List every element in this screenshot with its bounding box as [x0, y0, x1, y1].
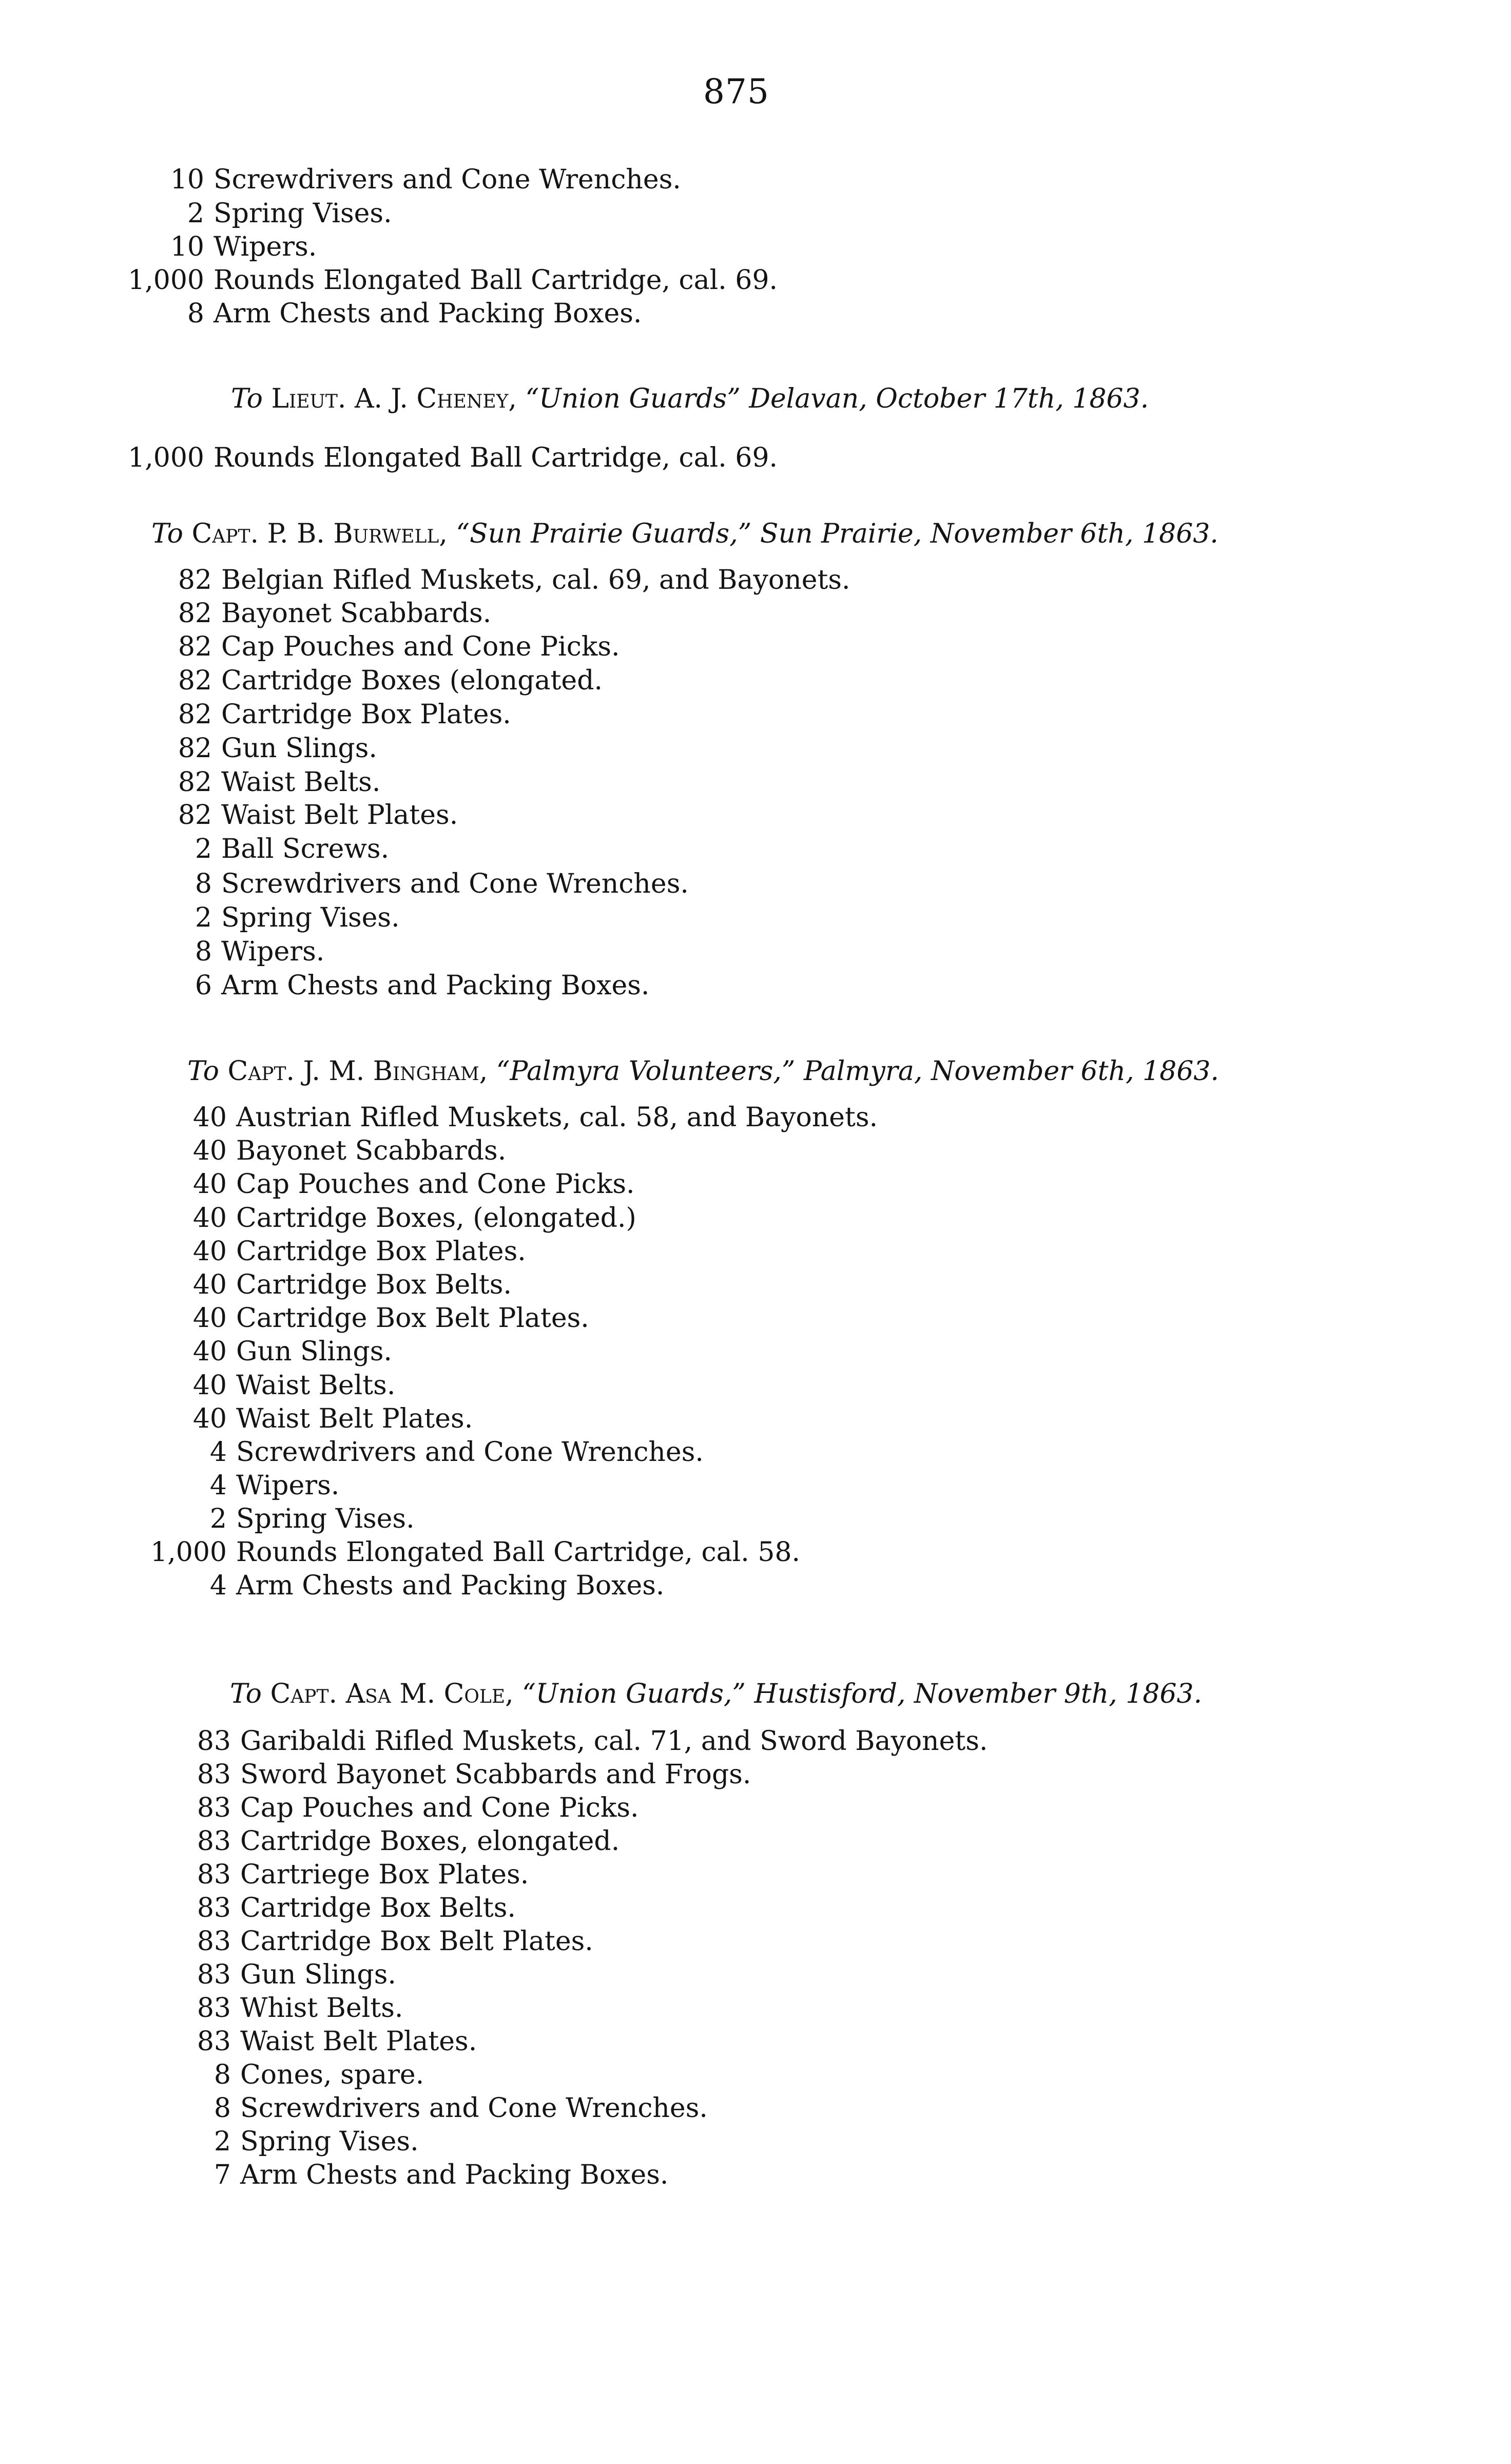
- list-item: [93, 1302, 589, 1335]
- list-item: [98, 2058, 424, 2091]
- heading-rank: Capt.: [270, 1679, 338, 1709]
- item-quantity: 40: [192, 1203, 227, 1234]
- list-item: [98, 1892, 516, 1924]
- item-description: Bayonet Scabbards.: [236, 1135, 507, 1166]
- heading-unit: “Union Guards”: [525, 383, 741, 414]
- item-quantity: 1,000: [150, 1537, 227, 1568]
- item-quantity: 8: [214, 2093, 231, 2124]
- heading-name: A. J. Cheney,: [354, 383, 517, 414]
- item-quantity: 2: [195, 834, 212, 864]
- item-description: Rounds Elongated Ball Cartridge, cal. 69.: [214, 265, 778, 296]
- list-item: [93, 1369, 395, 1402]
- list-item: [93, 1569, 664, 1602]
- item-description: Arm Chests and Packing Boxes.: [236, 1570, 665, 1601]
- item-description: Spring Vises.: [221, 902, 400, 933]
- heading-rank: Capt.: [227, 1056, 295, 1087]
- item-quantity: 40: [192, 1336, 227, 1367]
- item-description: Screwdrivers and Cone Wrenches.: [236, 1437, 704, 1468]
- list-item: [71, 264, 778, 297]
- heading-date: November 6th, 1863.: [930, 518, 1218, 549]
- item-quantity: 83: [197, 2026, 231, 2057]
- item-quantity: 83: [197, 1893, 231, 1923]
- list-item: [98, 1825, 619, 1858]
- item-quantity: 82: [178, 565, 212, 595]
- heading-date: November 9th, 1863.: [914, 1679, 1203, 1709]
- list-item: [71, 230, 317, 263]
- item-quantity: 40: [192, 1102, 227, 1133]
- item-description: Screwdrivers and Cone Wrenches.: [240, 2093, 708, 2124]
- item-quantity: 83: [197, 1926, 231, 1957]
- item-quantity: 83: [197, 1793, 231, 1823]
- heading-to: To: [231, 383, 263, 414]
- list-item: [93, 1101, 878, 1134]
- item-description: Gun Slings.: [240, 1959, 396, 1990]
- item-description: Rounds Elongated Ball Cartridge, cal. 69.: [214, 442, 778, 473]
- item-description: Wipers.: [221, 936, 325, 967]
- heading-rank: Lieut.: [271, 383, 346, 414]
- item-quantity: 82: [178, 733, 212, 764]
- item-quantity: 82: [178, 665, 212, 696]
- heading-date: November 6th, 1863.: [931, 1056, 1219, 1087]
- item-description: Whist Belts.: [240, 1993, 403, 2024]
- list-item: [98, 2125, 419, 2158]
- list-item: [79, 969, 649, 1002]
- item-quantity: 2: [187, 198, 204, 229]
- item-description: Waist Belt Plates.: [221, 800, 458, 831]
- item-description: Spring Vises.: [236, 1504, 415, 1534]
- item-quantity: 1,000: [128, 265, 204, 296]
- list-item: [71, 441, 778, 474]
- list-item: [98, 1725, 988, 1758]
- item-description: Cap Pouches and Cone Picks.: [236, 1169, 635, 1200]
- heading-place: Hustisford,: [754, 1679, 906, 1709]
- heading-date: October 17th, 1863.: [876, 383, 1149, 414]
- heading-to: To: [187, 1056, 219, 1087]
- list-item: [71, 163, 681, 196]
- item-description: Arm Chests and Packing Boxes.: [214, 298, 642, 329]
- item-description: Screwdrivers and Cone Wrenches.: [214, 164, 681, 195]
- item-quantity: 83: [197, 1959, 231, 1990]
- item-description: Cartridge Box Belts.: [236, 1269, 512, 1300]
- item-description: Cartridge Box Belt Plates.: [236, 1303, 589, 1334]
- list-item: [93, 1436, 704, 1469]
- item-description: Gun Slings.: [221, 733, 377, 764]
- item-description: Arm Chests and Packing Boxes.: [240, 2160, 669, 2190]
- item-quantity: 8: [187, 298, 204, 329]
- page-number: 875: [703, 72, 769, 111]
- item-quantity: 2: [195, 902, 212, 933]
- list-item: [79, 766, 380, 799]
- item-quantity: 2: [214, 2126, 231, 2157]
- section-heading: [151, 517, 1218, 550]
- heading-place: Palmyra,: [804, 1056, 923, 1087]
- list-item: [79, 564, 850, 596]
- heading-name: J. M. Bingham,: [303, 1056, 488, 1087]
- list-item: [79, 935, 324, 968]
- item-quantity: 82: [178, 598, 212, 629]
- list-item: [79, 901, 400, 934]
- item-description: Spring Vises.: [240, 2126, 419, 2157]
- list-item: [71, 197, 392, 230]
- heading-place: Delavan,: [749, 383, 867, 414]
- item-quantity: 82: [178, 800, 212, 831]
- list-item: [98, 1992, 403, 2025]
- item-quantity: 1,000: [128, 442, 204, 473]
- list-item: [93, 1469, 339, 1502]
- item-description: Screwdrivers and Cone Wrenches.: [221, 869, 689, 899]
- item-quantity: 83: [197, 1993, 231, 2024]
- heading-unit: “Sun Prairie Guards,”: [456, 518, 752, 549]
- item-description: Garibaldi Rifled Muskets, cal. 71, and Sword Bayonets.: [240, 1726, 988, 1757]
- item-description: Cones, spare.: [240, 2059, 424, 2090]
- item-quantity: 4: [209, 1470, 227, 1501]
- item-quantity: 40: [192, 1135, 227, 1166]
- list-item: [93, 1235, 526, 1268]
- list-item: [98, 1758, 751, 1791]
- item-quantity: 83: [197, 1859, 231, 1890]
- item-description: Cap Pouches and Cone Picks.: [221, 631, 620, 662]
- item-description: Bayonet Scabbards.: [221, 598, 492, 629]
- item-description: Cartridge Box Plates.: [221, 699, 511, 730]
- item-description: Sword Bayonet Scabbards and Frogs.: [240, 1759, 751, 1790]
- list-item: [93, 1134, 506, 1167]
- item-quantity: 40: [192, 1303, 227, 1334]
- item-quantity: 4: [209, 1437, 227, 1468]
- item-description: Cartridge Boxes, (elongated.): [236, 1203, 636, 1234]
- item-description: Cartridge Box Plates.: [236, 1236, 526, 1267]
- list-item: [93, 1268, 512, 1301]
- list-item: [98, 2092, 708, 2125]
- item-description: Gun Slings.: [236, 1336, 392, 1367]
- item-description: Austrian Rifled Muskets, cal. 58, and Bayonets.: [236, 1102, 878, 1133]
- section-heading: [187, 1055, 1219, 1088]
- list-item: [98, 2159, 668, 2191]
- item-quantity: 10: [170, 232, 204, 262]
- list-item: [98, 1958, 396, 1991]
- item-quantity: 2: [209, 1504, 227, 1534]
- item-description: Wipers.: [236, 1470, 340, 1501]
- item-quantity: 8: [214, 2059, 231, 2090]
- list-item: [79, 664, 603, 697]
- item-description: Cartridge Boxes (elongated.: [221, 665, 603, 696]
- list-item: [79, 698, 511, 731]
- list-item: [93, 1402, 473, 1435]
- item-quantity: 82: [178, 767, 212, 798]
- item-description: Cartridge Box Belts.: [240, 1893, 516, 1923]
- section-heading: [231, 382, 1149, 415]
- item-description: Waist Belts.: [221, 767, 381, 798]
- list-item: [93, 1536, 800, 1569]
- item-description: Cartridge Boxes, elongated.: [240, 1826, 620, 1857]
- list-item: [71, 297, 642, 330]
- heading-to: To: [151, 518, 183, 549]
- item-description: Waist Belts.: [236, 1370, 396, 1401]
- heading-unit: “Palmyra Volunteers,”: [496, 1056, 796, 1087]
- list-item: [93, 1503, 415, 1535]
- list-item: [93, 1168, 635, 1201]
- list-item: [98, 2025, 477, 2058]
- item-quantity: 40: [192, 1236, 227, 1267]
- item-description: Cartriege Box Plates.: [240, 1859, 529, 1890]
- heading-rank: Capt.: [191, 518, 259, 549]
- item-quantity: 83: [197, 1759, 231, 1790]
- item-description: Belgian Rifled Muskets, cal. 69, and Bayonets.: [221, 565, 850, 595]
- item-description: Wipers.: [214, 232, 317, 262]
- item-quantity: 40: [192, 1370, 227, 1401]
- heading-name: P. B. Burwell,: [267, 518, 448, 549]
- item-description: Cap Pouches and Cone Picks.: [240, 1793, 639, 1823]
- item-quantity: 4: [209, 1570, 227, 1601]
- list-item: [98, 1925, 593, 1958]
- item-description: Waist Belt Plates.: [236, 1403, 473, 1434]
- list-item: [79, 597, 491, 630]
- item-description: Rounds Elongated Ball Cartridge, cal. 58.: [236, 1537, 801, 1568]
- item-quantity: 7: [214, 2160, 231, 2190]
- heading-to: To: [230, 1679, 262, 1709]
- list-item: [93, 1202, 636, 1235]
- list-item: [79, 799, 458, 832]
- item-quantity: 8: [195, 869, 212, 899]
- heading-name: Asa M. Cole,: [345, 1679, 514, 1709]
- item-description: Spring Vises.: [214, 198, 392, 229]
- heading-place: Sun Prairie,: [760, 518, 922, 549]
- item-quantity: 83: [197, 1726, 231, 1757]
- item-quantity: 8: [195, 936, 212, 967]
- list-item: [98, 1858, 529, 1891]
- item-quantity: 82: [178, 699, 212, 730]
- list-item: [79, 868, 689, 900]
- item-description: Cartridge Box Belt Plates.: [240, 1926, 593, 1957]
- list-item: [98, 1792, 639, 1824]
- item-quantity: 40: [192, 1169, 227, 1200]
- section-heading: [230, 1678, 1202, 1710]
- item-description: Arm Chests and Packing Boxes.: [221, 970, 650, 1001]
- item-quantity: 6: [195, 970, 212, 1001]
- list-item: [79, 732, 377, 765]
- heading-unit: “Union Guards,”: [522, 1679, 746, 1709]
- item-description: Waist Belt Plates.: [240, 2026, 477, 2057]
- item-quantity: 40: [192, 1403, 227, 1434]
- list-item: [79, 630, 620, 663]
- item-quantity: 82: [178, 631, 212, 662]
- item-description: Ball Screws.: [221, 834, 390, 864]
- item-quantity: 40: [192, 1269, 227, 1300]
- item-quantity: 10: [170, 164, 204, 195]
- list-item: [93, 1335, 392, 1368]
- item-quantity: 83: [197, 1826, 231, 1857]
- list-item: [79, 833, 389, 865]
